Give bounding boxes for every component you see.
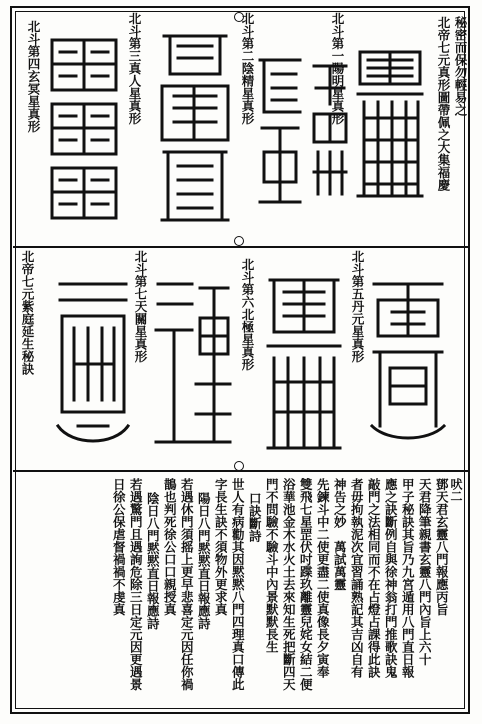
text-column: 神告之妙 萬試萬靈: [332, 478, 348, 591]
text-column: 天君降筆親書玄靈八門內旨上六十: [417, 478, 433, 666]
text-column: 鵲也判死徐公口口親授真: [162, 478, 178, 616]
text-column: 口訣斷詩: [247, 492, 263, 542]
text-column: 者毋拘執泥次宜習誦熟記其吉凶自有: [349, 478, 365, 678]
caption-star-6: 北斗第六北極星真形: [240, 258, 255, 371]
talisman-star-1b-icon: [310, 60, 350, 200]
caption-secret-formula: 北帝七元紫庭延生秘訣: [20, 250, 35, 375]
binding-hole-marker: [234, 461, 244, 471]
text-column: 陽日八門黙黙直日報應詩: [196, 492, 212, 630]
text-column: 先鍊斗中二使更盡二使真像長夕寅奉: [315, 478, 331, 678]
talisman-star-7-icon: [152, 274, 232, 450]
text-column: 應之訣斷例自與徐神翁打門推歌訣鬼: [383, 478, 399, 678]
text-column: 字長生訣不須物外更求真: [213, 478, 229, 616]
text-column: 甲子秘訣其旨乃九宮遁用八門直日報: [400, 478, 416, 678]
talisman-star-4-icon: [46, 34, 122, 222]
text-column: 若遇休門須摇上更早悲喜定元因任你禍: [179, 478, 195, 691]
talisman-star-2-icon: [256, 52, 304, 208]
caption-star-3: 北斗第三真人星真形: [127, 12, 142, 125]
talisman-star-3-icon: [158, 30, 232, 228]
caption-star-5: 北斗第五丹元星真形: [350, 250, 365, 363]
book-title: 秘密而保勿輕易之: [453, 16, 468, 116]
talisman-star-1-icon: [354, 44, 426, 202]
text-column: 鄧天君玄靈八門報應丙旨: [434, 478, 450, 616]
caption-star-2: 北斗第二陰精星真形: [240, 12, 255, 125]
page-number: 吠二: [449, 478, 463, 502]
binding-hole-marker: [234, 236, 244, 246]
section-heading: 北帝七元真形圖帶佩之大集福慶: [436, 16, 451, 191]
text-column: 浴華池金木水火土去來知生死把斷四天: [281, 478, 297, 691]
caption-star-4: 北斗第四玄冥星真形: [26, 20, 41, 133]
talisman-seal-icon: [54, 276, 132, 452]
caption-star-1: 北斗第一陽明星真形: [330, 12, 345, 125]
talisman-star-5-icon: [368, 276, 448, 448]
text-column: 陰日八門黙黙直日報應詩: [145, 492, 161, 630]
text-column: 世人有病勸其因黙黙八門四理真口傳此: [230, 478, 246, 691]
text-column: 日徐公保虐督禍禍不虔真: [111, 478, 127, 616]
text-column: 門不問驗不驗斗中內景默默長生: [264, 478, 280, 653]
text-column: 若遇驚門且遇詢危除三日定元因更遇景: [128, 478, 144, 691]
text-column: 雙飛七星罡伏吋蹀玖離靈兒姹女結二便: [298, 478, 314, 691]
caption-star-7: 北斗第七天關星真形: [133, 250, 148, 363]
text-column: 敲門之法相同而不在占燈占課得此訣: [366, 478, 382, 678]
register-divider-top: [13, 246, 469, 248]
talisman-star-6-icon: [264, 272, 344, 454]
